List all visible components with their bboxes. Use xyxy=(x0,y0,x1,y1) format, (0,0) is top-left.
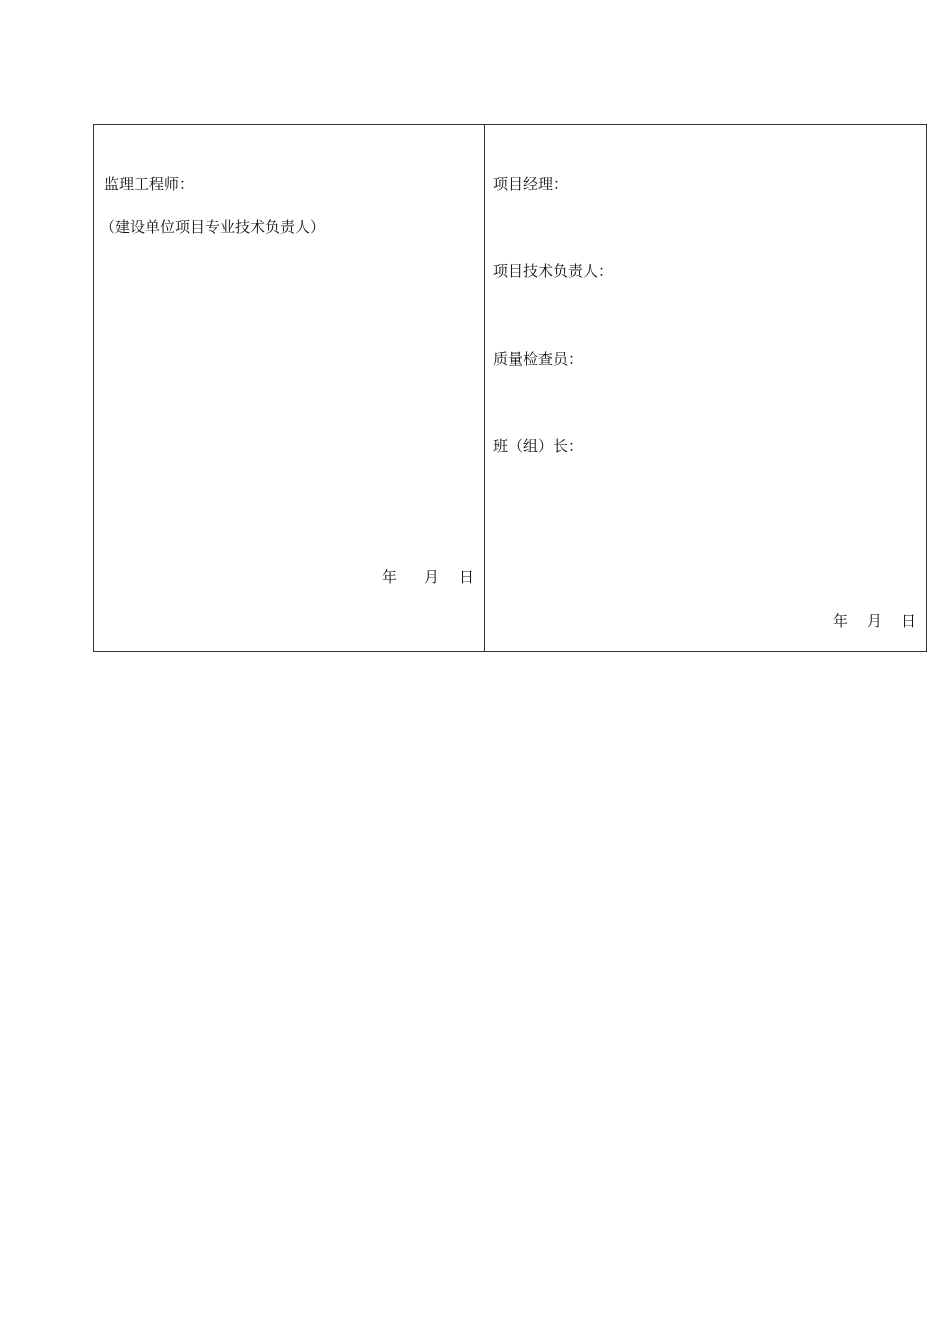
team-leader-label: 班（组）长： xyxy=(493,437,584,455)
supervisor-date-line xyxy=(382,568,474,586)
contractor-signature-cell xyxy=(485,125,926,651)
date-day: 日 xyxy=(900,612,916,630)
project-manager-label: 项目经理： xyxy=(493,175,569,193)
signature-table xyxy=(93,124,927,652)
owner-representative-note: （建设单位项目专业技术负责人） xyxy=(100,218,326,236)
date-year: 年 xyxy=(381,568,397,586)
supervisor-label: 监理工程师： xyxy=(104,175,195,193)
date-day: 日 xyxy=(458,568,474,586)
date-year: 年 xyxy=(832,612,848,630)
project-tech-lead-label: 项目技术负责人： xyxy=(493,262,614,280)
supervisor-signature-cell xyxy=(94,125,485,651)
contractor-date-line xyxy=(833,612,916,630)
date-month: 月 xyxy=(423,568,439,586)
quality-inspector-label: 质量检查员： xyxy=(493,350,584,368)
date-month: 月 xyxy=(866,612,882,630)
